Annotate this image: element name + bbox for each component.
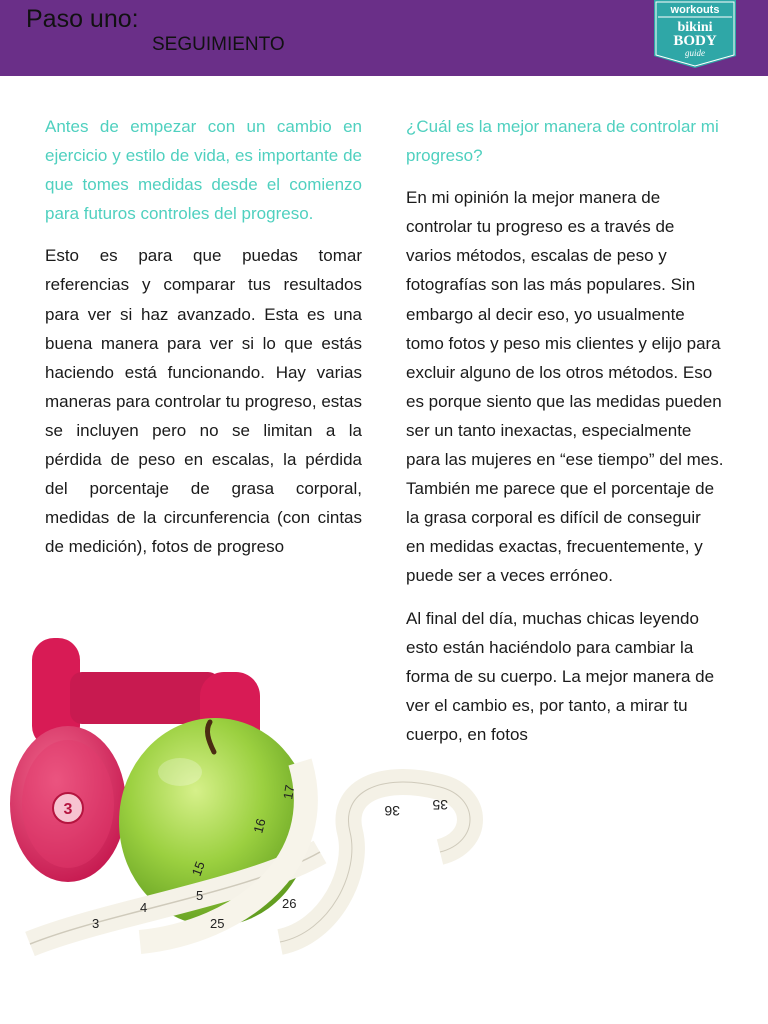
dumbbell-front <box>10 726 126 882</box>
right-paragraph-2: Al final del día, muchas chicas leyendo esto están haciéndolo para cambiar la forma de su cuerpo. La mejor manera de ver el cambio es, por tanto, a mirar tu cuerpo, en fotos <box>406 608 715 744</box>
question-heading: ¿Cuál es la mejor manera de controlar mi progreso? <box>406 117 719 166</box>
logo-guide-text: guide <box>685 48 705 58</box>
apple-tape-dumbbell-photo <box>0 612 500 1007</box>
dumbbell-weight-label: 3 <box>63 801 73 818</box>
tape-number-3: 3 <box>92 916 100 931</box>
bikini-body-guide-logo <box>654 0 736 68</box>
tape-number-35: 35 <box>432 797 448 813</box>
left-column <box>45 112 362 574</box>
right-paragraph-1: En mi opinión la mejor manera de controlar tu progreso es a través de varios métodos, escalas de peso y fotografías son las más populares. Sin embargo al decir eso, yo usualmente tomo fotos y peso mis clientes y elijo para excluir alguno de los otros métodos. Eso es porque siento que las medidas pueden ser un tanto inexactas, especialmente para las mujeres en “ese tiempo” del mes. También me parece que el porcentaje de la grasa corporal es difícil de conseguir en medidas exactas, frecuentemente, y puede ser a veces erróneo. <box>406 188 724 586</box>
header-bar <box>0 0 768 76</box>
tape-number-25: 25 <box>210 916 225 931</box>
left-body-paragraph: Esto es para que puedas tomar referencias y comparar tus resultados para ver si haz avanzado. Esta es una buena manera para ver si lo que estás haciendo está funcionando. Hay varias maneras para controlar tu progreso, estas se incluyen pero no se limitan a la pérdida de peso en escalas, la pérdida del porcentaje de grasa corporal, medidas de la circunferencia (con cintas de medición), fotos de progreso <box>45 246 362 557</box>
tape-number-16: 16 <box>250 816 269 835</box>
logo-bikini-text: bikini <box>677 20 713 35</box>
tape-number-4: 4 <box>140 900 148 915</box>
logo-body-text: BODY <box>673 33 717 49</box>
tape-number-5: 5 <box>196 888 204 903</box>
page-subtitle: SEGUIMIENTO <box>152 34 285 55</box>
tape-number-36: 36 <box>384 803 400 819</box>
page-title: Paso uno: <box>26 5 139 33</box>
tape-number-17: 17 <box>280 783 298 801</box>
logo-workouts-text: workouts <box>670 4 720 16</box>
intro-paragraph: Antes de empezar con un cambio en ejercicio y estilo de vida, es importante de que tomes medidas desde el comienzo para futuros controles del progreso. <box>45 117 362 224</box>
tape-number-26: 26 <box>282 896 297 911</box>
tape-number-15: 15 <box>188 859 208 879</box>
